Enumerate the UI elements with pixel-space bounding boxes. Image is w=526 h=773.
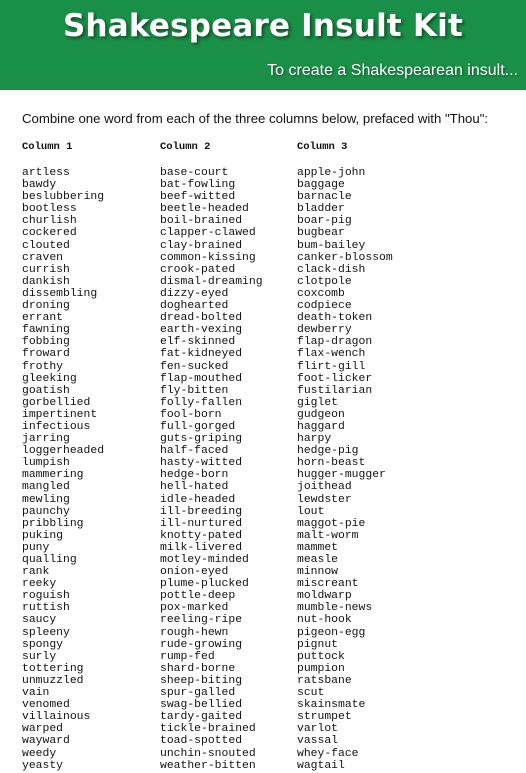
word-item: vassal: [297, 735, 339, 748]
word-item: hedge-born: [160, 469, 229, 482]
word-item: whey-face: [297, 747, 359, 760]
word-item: impertinent: [22, 408, 98, 421]
word-item: unmuzzled: [22, 674, 84, 687]
word-item: toad-spotted: [160, 735, 243, 748]
word-item: dread-bolted: [160, 312, 243, 325]
word-item: malt-worm: [297, 529, 359, 542]
word-item: frothy: [22, 360, 64, 373]
word-item: bum-bailey: [297, 239, 366, 252]
page-subtitle: To create a Shakespearean insult...: [267, 62, 518, 79]
word-item: crook-pated: [160, 263, 236, 276]
word-item: reeling-ripe: [160, 614, 243, 627]
word-item: hedge-pig: [297, 445, 359, 458]
word-item: spongy: [22, 638, 64, 651]
word-item: saucy: [22, 614, 57, 627]
word-item: hasty-witted: [160, 457, 243, 470]
word-item: codpiece: [297, 300, 352, 313]
word-item: lout: [297, 505, 325, 518]
word-item: spur-galled: [160, 687, 236, 700]
word-item: clapper-clawed: [160, 227, 256, 240]
word-item: mammet: [297, 541, 339, 554]
instructions-text: Combine one word from each of the three columns below, prefaced with "Thou":: [22, 111, 489, 126]
word-item: fustilarian: [297, 384, 373, 397]
word-item: yeasty: [22, 759, 64, 772]
word-item: puny: [22, 541, 50, 554]
word-item: villainous: [22, 711, 91, 724]
word-list: [160, 167, 263, 772]
word-item: haggard: [297, 420, 345, 433]
word-item: onion-eyed: [160, 566, 229, 579]
word-item: artless: [22, 167, 70, 179]
word-item: surly: [22, 650, 57, 663]
word-item: motley-minded: [160, 554, 249, 566]
word-item: unchin-snouted: [160, 747, 256, 760]
word-item: bladder: [297, 203, 345, 216]
word-item: venomed: [22, 699, 70, 712]
word-item: ill-nurtured: [160, 517, 243, 530]
word-item: base-court: [160, 167, 229, 179]
word-list: [22, 167, 104, 772]
word-item: puttock: [297, 650, 345, 663]
word-item: fobbing: [22, 336, 70, 349]
word-column-2: [160, 141, 263, 772]
word-item: jarring: [22, 433, 70, 446]
word-item: warped: [22, 723, 64, 736]
word-item: barnacle: [297, 191, 352, 204]
word-item: clotpole: [297, 275, 352, 288]
word-item: wagtail: [297, 759, 345, 772]
word-item: wayward: [22, 735, 70, 748]
word-item: lewdster: [297, 493, 352, 506]
word-item: craven: [22, 251, 64, 264]
word-item: weedy: [22, 747, 57, 760]
word-item: fool-born: [160, 408, 222, 421]
word-item: shard-borne: [160, 662, 236, 675]
word-item: maggot-pie: [297, 517, 366, 530]
word-item: vain: [22, 687, 50, 700]
word-item: moldwarp: [297, 590, 352, 603]
word-item: foot-licker: [297, 372, 373, 385]
word-item: ill-breeding: [160, 505, 243, 518]
word-item: gleeking: [22, 372, 77, 385]
word-item: beetle-headed: [160, 203, 249, 216]
word-item: bugbear: [297, 227, 345, 240]
word-item: dankish: [22, 275, 70, 288]
word-item: hugger-mugger: [297, 469, 386, 482]
word-item: full-gorged: [160, 420, 236, 433]
word-item: rank: [22, 566, 50, 579]
word-item: tottering: [22, 662, 84, 675]
word-item: qualling: [22, 554, 77, 566]
word-item: beef-witted: [160, 191, 236, 204]
word-item: pottle-deep: [160, 590, 236, 603]
word-item: elf-skinned: [160, 336, 236, 349]
word-item: pumpion: [297, 662, 345, 675]
word-item: mumble-news: [297, 602, 373, 615]
word-item: minnow: [297, 566, 339, 579]
word-item: lumpish: [22, 457, 70, 470]
word-item: half-faced: [160, 445, 229, 458]
word-item: dismal-dreaming: [160, 275, 263, 288]
word-item: scut: [297, 687, 325, 700]
word-item: gudgeon: [297, 408, 345, 421]
word-item: weather-bitten: [160, 759, 256, 772]
word-item: swag-bellied: [160, 699, 243, 712]
word-item: common-kissing: [160, 251, 256, 264]
column-header: Column 1: [22, 141, 73, 153]
word-column-1: [22, 141, 104, 772]
word-item: froward: [22, 348, 70, 361]
word-item: dissembling: [22, 287, 98, 300]
word-item: harpy: [297, 433, 332, 446]
word-item: measle: [297, 554, 339, 566]
word-item: baggage: [297, 179, 345, 192]
word-item: loggerheaded: [22, 445, 105, 458]
word-item: horn-beast: [297, 457, 366, 470]
word-item: miscreant: [297, 578, 359, 591]
word-item: earth-vexing: [160, 324, 243, 337]
word-item: bawdy: [22, 179, 57, 192]
word-item: ruttish: [22, 602, 70, 615]
word-item: coxcomb: [297, 287, 345, 300]
page-title: Shakespeare Insult Kit: [62, 8, 464, 44]
word-item: boil-brained: [160, 215, 243, 228]
word-item: milk-livered: [160, 541, 243, 554]
word-item: fen-sucked: [160, 360, 229, 373]
word-item: rough-hewn: [160, 626, 229, 639]
word-item: droning: [22, 300, 70, 313]
word-item: spleeny: [22, 626, 70, 639]
word-item: nut-hook: [297, 614, 352, 627]
word-item: errant: [22, 312, 64, 325]
word-item: pignut: [297, 638, 339, 651]
column-header: Column 3: [297, 141, 348, 153]
word-item: fly-bitten: [160, 384, 229, 397]
word-item: sheep-biting: [160, 674, 243, 687]
title-banner: [0, 0, 526, 90]
word-item: fawning: [22, 324, 70, 337]
word-item: skainsmate: [297, 699, 366, 712]
column-header: Column 2: [160, 141, 211, 153]
word-item: goatish: [22, 384, 70, 397]
word-item: strumpet: [297, 711, 352, 724]
word-item: flirt-gill: [297, 360, 366, 373]
word-item: rump-fed: [160, 650, 215, 663]
word-item: flax-wench: [297, 348, 366, 361]
word-item: reeky: [22, 578, 57, 591]
word-item: rude-growing: [160, 638, 243, 651]
word-item: dewberry: [297, 324, 352, 337]
word-item: roguish: [22, 590, 70, 603]
word-item: varlot: [297, 723, 339, 736]
word-item: canker-blossom: [297, 251, 393, 264]
word-item: pigeon-egg: [297, 626, 366, 639]
word-item: clouted: [22, 239, 70, 252]
word-item: infectious: [22, 420, 91, 433]
word-item: doghearted: [160, 300, 229, 313]
word-item: apple-john: [297, 167, 366, 179]
word-item: guts-griping: [160, 433, 243, 446]
word-item: fat-kidneyed: [160, 348, 243, 361]
word-item: dizzy-eyed: [160, 287, 229, 300]
word-item: folly-fallen: [160, 396, 243, 409]
word-item: gorbellied: [22, 396, 91, 409]
word-list: [297, 167, 393, 772]
word-item: flap-mouthed: [160, 372, 243, 385]
word-item: joithead: [297, 481, 352, 494]
word-item: clack-dish: [297, 263, 366, 276]
word-item: bat-fowling: [160, 179, 236, 192]
word-item: currish: [22, 263, 70, 276]
word-item: boar-pig: [297, 215, 352, 228]
word-item: bootless: [22, 203, 77, 216]
word-item: tardy-gaited: [160, 711, 243, 724]
word-item: death-token: [297, 312, 373, 325]
word-column-3: [297, 141, 393, 772]
word-item: flap-dragon: [297, 336, 373, 349]
word-item: mangled: [22, 481, 70, 494]
word-item: mewling: [22, 493, 70, 506]
word-item: puking: [22, 529, 64, 542]
word-item: pribbling: [22, 517, 84, 530]
word-item: tickle-brained: [160, 723, 256, 736]
word-item: paunchy: [22, 505, 70, 518]
word-item: knotty-pated: [160, 529, 243, 542]
word-item: ratsbane: [297, 674, 352, 687]
word-item: idle-headed: [160, 493, 236, 506]
word-item: mammering: [22, 469, 84, 482]
word-item: churlish: [22, 215, 77, 228]
word-item: pox-marked: [160, 602, 229, 615]
word-item: beslubbering: [22, 191, 105, 204]
word-item: giglet: [297, 396, 339, 409]
word-item: clay-brained: [160, 239, 243, 252]
word-item: plume-plucked: [160, 578, 249, 591]
word-item: hell-hated: [160, 481, 229, 494]
word-item: cockered: [22, 227, 77, 240]
